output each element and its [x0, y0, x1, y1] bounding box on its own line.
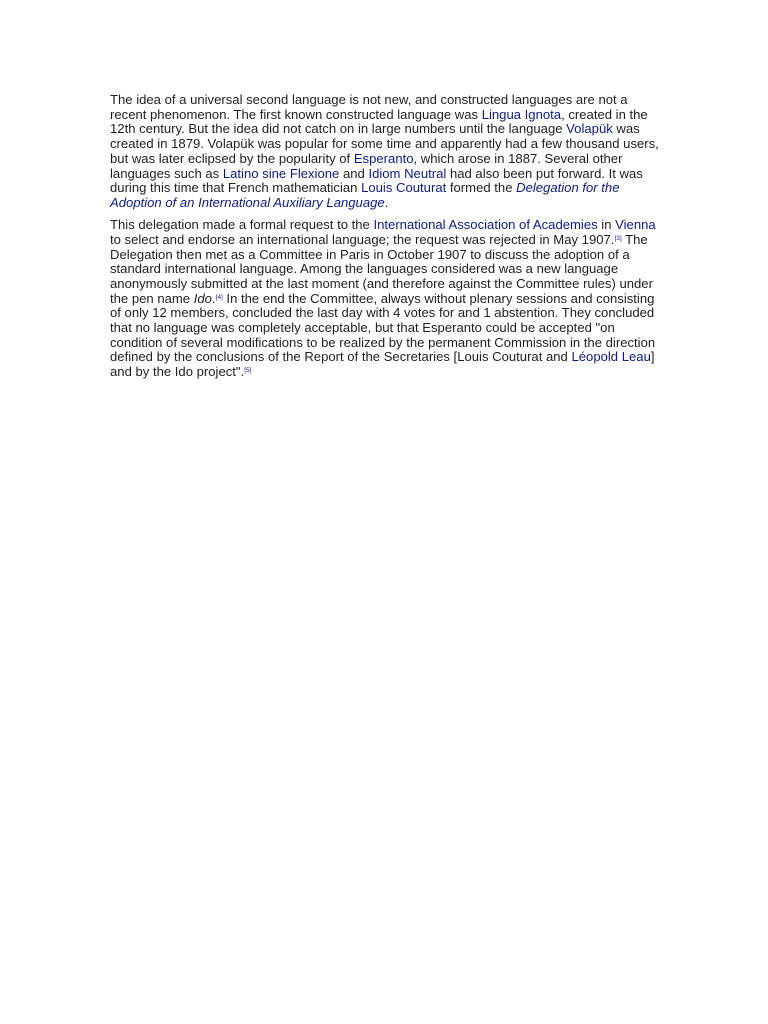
text-run: in — [597, 217, 616, 233]
text-run: The idea of a universal second language is not new, and constructed languages are not a recent phenomenon. The first known constructed language was — [110, 92, 628, 122]
text-run: formed the — [446, 180, 517, 196]
reference-5-link[interactable]: [5] — [244, 367, 252, 375]
reference-3-link[interactable]: [3] — [614, 234, 622, 242]
link-esperanto[interactable]: Esperanto — [353, 150, 414, 166]
text-run: . — [384, 194, 389, 210]
text-run: and — [339, 165, 369, 181]
text-run: , which arose in 1887. Several other languages such as — [110, 150, 623, 181]
link-latino-sine-flexione[interactable]: Latino sine Flexione — [222, 165, 340, 181]
link-delegation[interactable]: Delegation for the Adoption of an International Auxiliary Language — [110, 180, 620, 210]
text-run: , created in the 12th century. But the idea did not catch on in large numbers until the language — [110, 106, 648, 137]
text-run: had also been put forward. It was during this time that French mathematician — [110, 165, 643, 196]
ido-term: Ido — [193, 290, 212, 306]
paragraph-2 — [110, 218, 662, 380]
link-volapuk[interactable]: Volapük — [566, 121, 613, 137]
text-run: was created in 1879. Volapük was popular for some time and apparently had a few thousand users, but was later eclipsed by the popularity of — [110, 121, 659, 166]
text-run: . — [211, 290, 216, 306]
text-run: to select and endorse an international language; the request was rejected in May 1907. — [110, 231, 615, 247]
article-body — [110, 93, 662, 387]
link-leopold-leau[interactable]: Léopold Leau — [571, 349, 651, 365]
link-idiom-neutral[interactable]: Idiom Neutral — [368, 165, 447, 181]
reference-4-link[interactable]: [4] — [215, 293, 223, 301]
link-louis-couturat[interactable]: Louis Couturat — [361, 180, 447, 196]
text-run: This delegation made a formal request to the — [110, 217, 374, 233]
paragraph-1 — [110, 93, 662, 211]
link-lingua-ignota[interactable]: Lingua Ignota — [481, 106, 562, 122]
text-run: ] and by the Ido project". — [110, 349, 655, 380]
link-international-association-of-academies[interactable]: International Association of Academies — [373, 217, 598, 233]
link-vienna[interactable]: Vienna — [615, 217, 656, 233]
text-run: The Delegation then met as a Committee in Paris in October 1907 to discuss the adoption of a standard international language. Among the languages considered was a new language anonymously submitted at the last moment (and therefore against the Committee rules) under the pen name — [110, 231, 653, 306]
text-run: In the end the Committee, always without plenary sessions and consisting of only 12 members, concluded the last day with 4 votes for and 1 abstention. They concluded that no language was completely acceptable, but that Esperanto could be accepted "on condition of several modifications to be realized by the permanent Commission in the direction defined by the conclusions of the Report of the Secretaries [Louis Couturat and — [110, 290, 656, 365]
